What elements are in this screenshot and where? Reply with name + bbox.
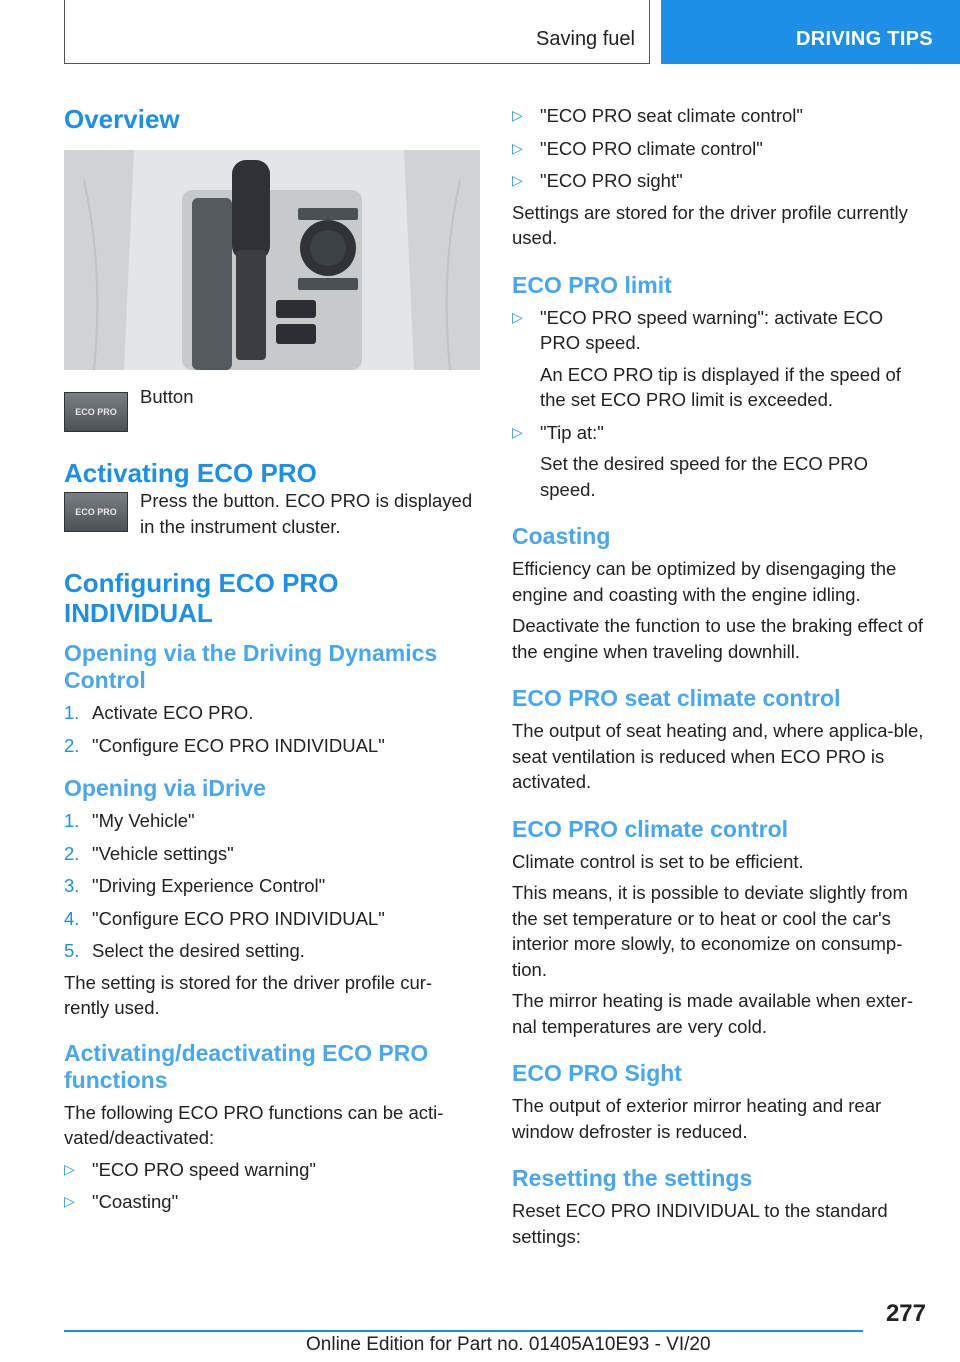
- list-item: 1. "My Vehicle": [64, 810, 195, 831]
- eco-pro-button-icon: [64, 392, 128, 432]
- footer-edition: Online Edition for Part no. 01405A10E93 - VI/20: [306, 1334, 711, 1355]
- list-item: 3. "Driving Experience Control": [64, 875, 326, 896]
- reset-heading: Resetting the settings: [512, 1165, 753, 1191]
- setting-stored-text: The setting is stored for the driver profile cur‐rently used.: [64, 971, 433, 1018]
- triangle-bullet-icon: ▷: [512, 423, 523, 440]
- right-top-items: [512, 103, 926, 194]
- list-item: ▷ "ECO PRO climate control": [512, 136, 926, 162]
- list-item: ▷ "Tip at:": [512, 420, 926, 446]
- climate-control-heading: ECO PRO climate control: [512, 815, 789, 842]
- eco-pro-button-icon-text-2: ECO PRO: [75, 507, 117, 517]
- triangle-bullet-icon: ▷: [512, 308, 523, 325]
- left-column: [64, 100, 482, 1215]
- limit-item1-sub: An ECO PRO tip is displayed if the speed of the set ECO PRO limit is exceeded.: [540, 363, 901, 410]
- sight-text: The output of exterior mirror heating and rear window defroster is reduced.: [512, 1095, 882, 1142]
- reset-text: Reset ECO PRO INDIVIDUAL to the standard settings:: [512, 1200, 888, 1247]
- list-item: 5. Select the desired setting.: [64, 940, 305, 961]
- triangle-bullet-icon: ▷: [512, 107, 523, 123]
- eco-pro-button-icon-text: ECO PRO: [75, 407, 117, 417]
- list-item: 2. "Configure ECO PRO INDIVIDUAL": [64, 734, 385, 756]
- opening-dd-steps: [64, 700, 482, 758]
- header-chapter-title: DRIVING TIPS: [796, 28, 933, 50]
- sight-heading: ECO PRO Sight: [512, 1060, 682, 1086]
- activating-heading: Activating ECO PRO: [64, 458, 317, 488]
- triangle-bullet-icon: ▷: [512, 172, 523, 188]
- list-item: 2. "Vehicle settings": [64, 842, 234, 864]
- limit-item2-sub: Set the desired speed for the ECO PRO speed.: [540, 453, 869, 500]
- footer-divider: [64, 1330, 863, 1332]
- list-item: 1. Activate ECO PRO.: [64, 702, 254, 723]
- page-number: 277: [885, 1300, 926, 1327]
- coasting-text-2: Deactivate the function to use the braking effect of the engine when traveling downhill.: [512, 615, 924, 662]
- triangle-bullet-icon: ▷: [512, 139, 523, 156]
- seat-climate-text: The output of seat heating and, where applica‐ble, seat ventilation is reduced when ECO PRO is activated.: [512, 720, 924, 792]
- climate-control-text-1: Climate control is set to be efficient.: [512, 850, 804, 872]
- triangle-bullet-icon: ▷: [64, 1160, 75, 1177]
- overview-heading: Overview: [64, 104, 180, 134]
- settings-stored-text: Settings are stored for the driver profile currently used.: [512, 201, 908, 248]
- act-deact-items: [64, 1157, 482, 1215]
- coasting-text-1: Efficiency can be optimized by disengaging the engine and coasting with the engine idling.: [512, 558, 897, 605]
- climate-control-text-3: The mirror heating is made available when exter‐nal temperatures are very cold.: [512, 990, 914, 1037]
- header-section-title: Saving fuel: [536, 28, 635, 50]
- triangle-bullet-icon: ▷: [64, 1193, 75, 1209]
- opening-dd-heading: Opening via the Driving Dynamics Control: [64, 640, 438, 693]
- list-item: 4. "Configure ECO PRO INDIVIDUAL": [64, 907, 385, 929]
- activating-text: Press the button. ECO PRO is displayed in the instrument cluster.: [140, 490, 473, 537]
- center-console-illustration: [64, 150, 480, 370]
- seat-climate-heading: ECO PRO seat climate control: [512, 685, 841, 711]
- right-column: [512, 100, 926, 1249]
- list-item: ▷ "ECO PRO speed warning": activate ECO PRO speed.: [512, 305, 926, 356]
- opening-idrive-heading: Opening via iDrive: [64, 775, 266, 801]
- climate-control-text-2: This means, it is possible to deviate slightly from the set temperature or to heat or cool the car's interior more slowly, to economize on consump‐tion.: [512, 882, 908, 980]
- button-caption: Button: [140, 386, 194, 407]
- limit-items: [512, 305, 926, 503]
- act-deact-text: The following ECO PRO functions can be acti‐vated/deactivated:: [64, 1101, 444, 1148]
- act-deact-heading: Activating/deactivating ECO PRO functions: [64, 1039, 429, 1093]
- eco-pro-button-icon-2: [64, 492, 128, 532]
- list-item: ▷ "ECO PRO sight": [512, 168, 926, 194]
- coasting-heading: Coasting: [512, 523, 611, 549]
- list-item: ▷ "ECO PRO seat climate control": [512, 103, 926, 129]
- center-console-photo: [64, 150, 480, 370]
- opening-idrive-steps: [64, 808, 482, 964]
- limit-heading: ECO PRO limit: [512, 271, 672, 298]
- configuring-heading: Configuring ECO PRO INDIVIDUAL: [64, 568, 339, 628]
- list-item: ▷ "ECO PRO speed warning": [64, 1157, 482, 1183]
- header-section-box: [64, 0, 650, 64]
- list-item: ▷ "Coasting": [64, 1189, 482, 1215]
